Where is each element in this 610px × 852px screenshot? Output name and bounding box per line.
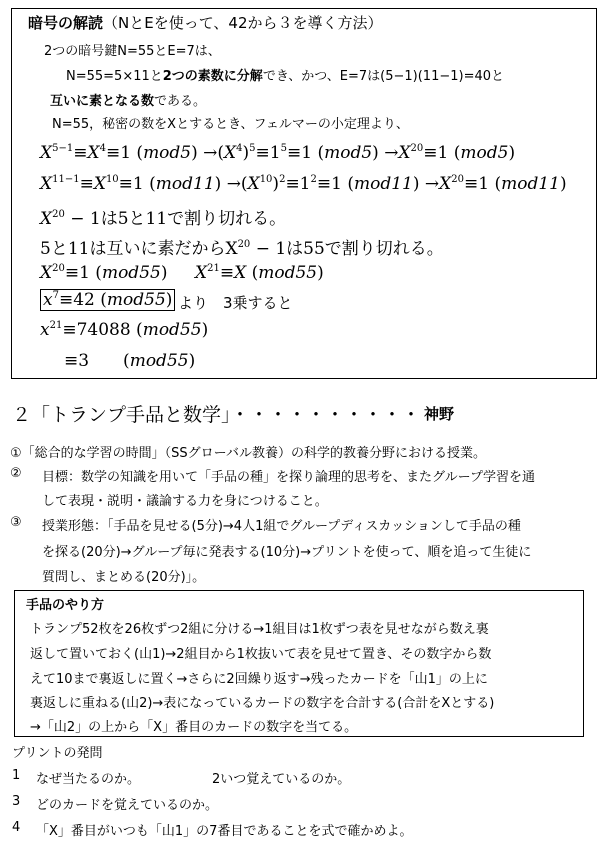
cipher-line4: N=55，秘密の数をXとするとき、フェルマーの小定理より、: [52, 117, 409, 132]
eq4-exp: 20: [237, 239, 251, 250]
eq6-rest: より 3乗すると: [178, 294, 293, 312]
cipher-heading-bold: 暗号の解読: [28, 14, 104, 32]
eq3-x: X: [40, 209, 53, 229]
magic-line5: →「山2」の上から「X」番目のカードの数字を当てる。: [30, 720, 358, 735]
print-title: プリントの発問: [12, 746, 103, 761]
magic-line3: えて10まで裏返しに置く→さらに2回繰り返す→残ったカードを「山1」の上に: [30, 672, 488, 687]
equation-cube: $x^{21}\equiv 74088$ (mod55): [40, 320, 209, 340]
cipher-line3a: 互いに素となる数: [50, 94, 155, 109]
print-q1: なぜ当たるのか。: [36, 772, 141, 787]
cipher-line2c: でき、かつ、E=7は(5−1)(11−1)=40と: [262, 69, 505, 84]
section2-item2-line2: して表現・説明・議論する力を身につけること。: [42, 494, 328, 509]
section2-item3-num: ③: [10, 515, 22, 530]
equation-mod55-a: $X^{20}\equiv 1$ (mod55): [40, 263, 168, 283]
boxed-congruence: $x^7\equiv 42$ (mod55): [40, 289, 175, 311]
section2-item2-line1: 目標：数学の知識を用いて「手品の種」を探り論理的思考を、またグループ学習を通: [42, 470, 535, 485]
magic-line1: トランプ52枚を26枚ずつ2組に分ける→1組目は1枚ずつ表を見せながら数え裏: [30, 622, 489, 637]
eq4-text-c: − 1は55で割り切れる。: [250, 239, 444, 259]
equation-divisible-5-11: [40, 204, 286, 229]
section2-item3-line3: 質問し、まとめる(20分)」。: [42, 570, 206, 585]
equation-result: ≡3 (mod55): [64, 351, 196, 371]
equation-boxed: [40, 290, 175, 310]
section2-title: ２「トランプ手品と数学」・・・・・・・・・・: [12, 404, 421, 426]
cipher-heading-rest: （NとEを使って、42から３を導く方法）: [103, 14, 383, 32]
section2-item3-line2: を探る(20分)→グループ毎に発表する(10分)→プリントを使って、順を追って生徒に: [42, 545, 532, 560]
cipher-line2: [66, 65, 504, 84]
section2-author: 神野: [424, 405, 455, 423]
eq4-text-a: 5と11は互いに素だからX: [40, 239, 238, 259]
magic-line4: 裏返しに重ねる(山2)→表になっているカードの数字を合計する(合計をXとする): [30, 696, 495, 711]
section2-item1: ①「総合的な学習の時間」（SSグローバル教養）の科学的教養分野における授業。: [10, 446, 487, 461]
magic-line2: 返して置いておく(山1)→2組目から1枚抜いて表を見せて置き、その数字から数: [30, 647, 492, 662]
cipher-line3: [50, 90, 206, 109]
equation-mod5: $X^{5-1}\equiv X^4\equiv 1$ $(mod5) \to(X^4)^5\equiv 1^5\equiv 1$ $(mod5) \to X^{20}\equiv 1$ (mod5): [40, 143, 516, 163]
section2-item2-num: ②: [10, 466, 22, 481]
print-q1-num: 1: [12, 768, 21, 783]
cipher-line3b: である。: [154, 94, 207, 109]
print-q4-num: 4: [12, 820, 21, 835]
print-q3: どのカードを覚えているのか。: [36, 798, 219, 813]
print-q4: 「X」番目がいつも「山1」の7番目であることを式で確かめよ。: [36, 824, 413, 839]
print-q2: 2いつ覚えているのか。: [212, 772, 351, 787]
eq3-text: − 1は5と11で割り切れる。: [64, 209, 287, 229]
equation-mod11: $X^{11-1}\equiv X^{10}\equiv 1$ $(mod11) \to(X^{10})^2\equiv 1^2\equiv 1$ $(mod11) \to X^{20}\equiv 1$ (mod11): [40, 174, 567, 194]
equation-mod55-b: $X^{21}\equiv X$ (mod55): [195, 263, 324, 283]
eq3-exp: 20: [52, 209, 65, 220]
magic-title: 手品のやり方: [26, 598, 105, 613]
cipher-heading: [28, 12, 383, 33]
cipher-line1: 2つの暗号鍵N=55とE=7は、: [44, 44, 221, 59]
section2-item3-line1: 授業形態：「手品を見せる(5分)→4人1組でグループディスカッションして手品の種: [42, 519, 521, 534]
cipher-line2b: 2つの素数に分解: [162, 69, 263, 84]
print-q3-num: 3: [12, 794, 21, 809]
equation-divisible-55: [40, 234, 444, 259]
cipher-line2a: N=55=5×11と: [66, 69, 163, 84]
